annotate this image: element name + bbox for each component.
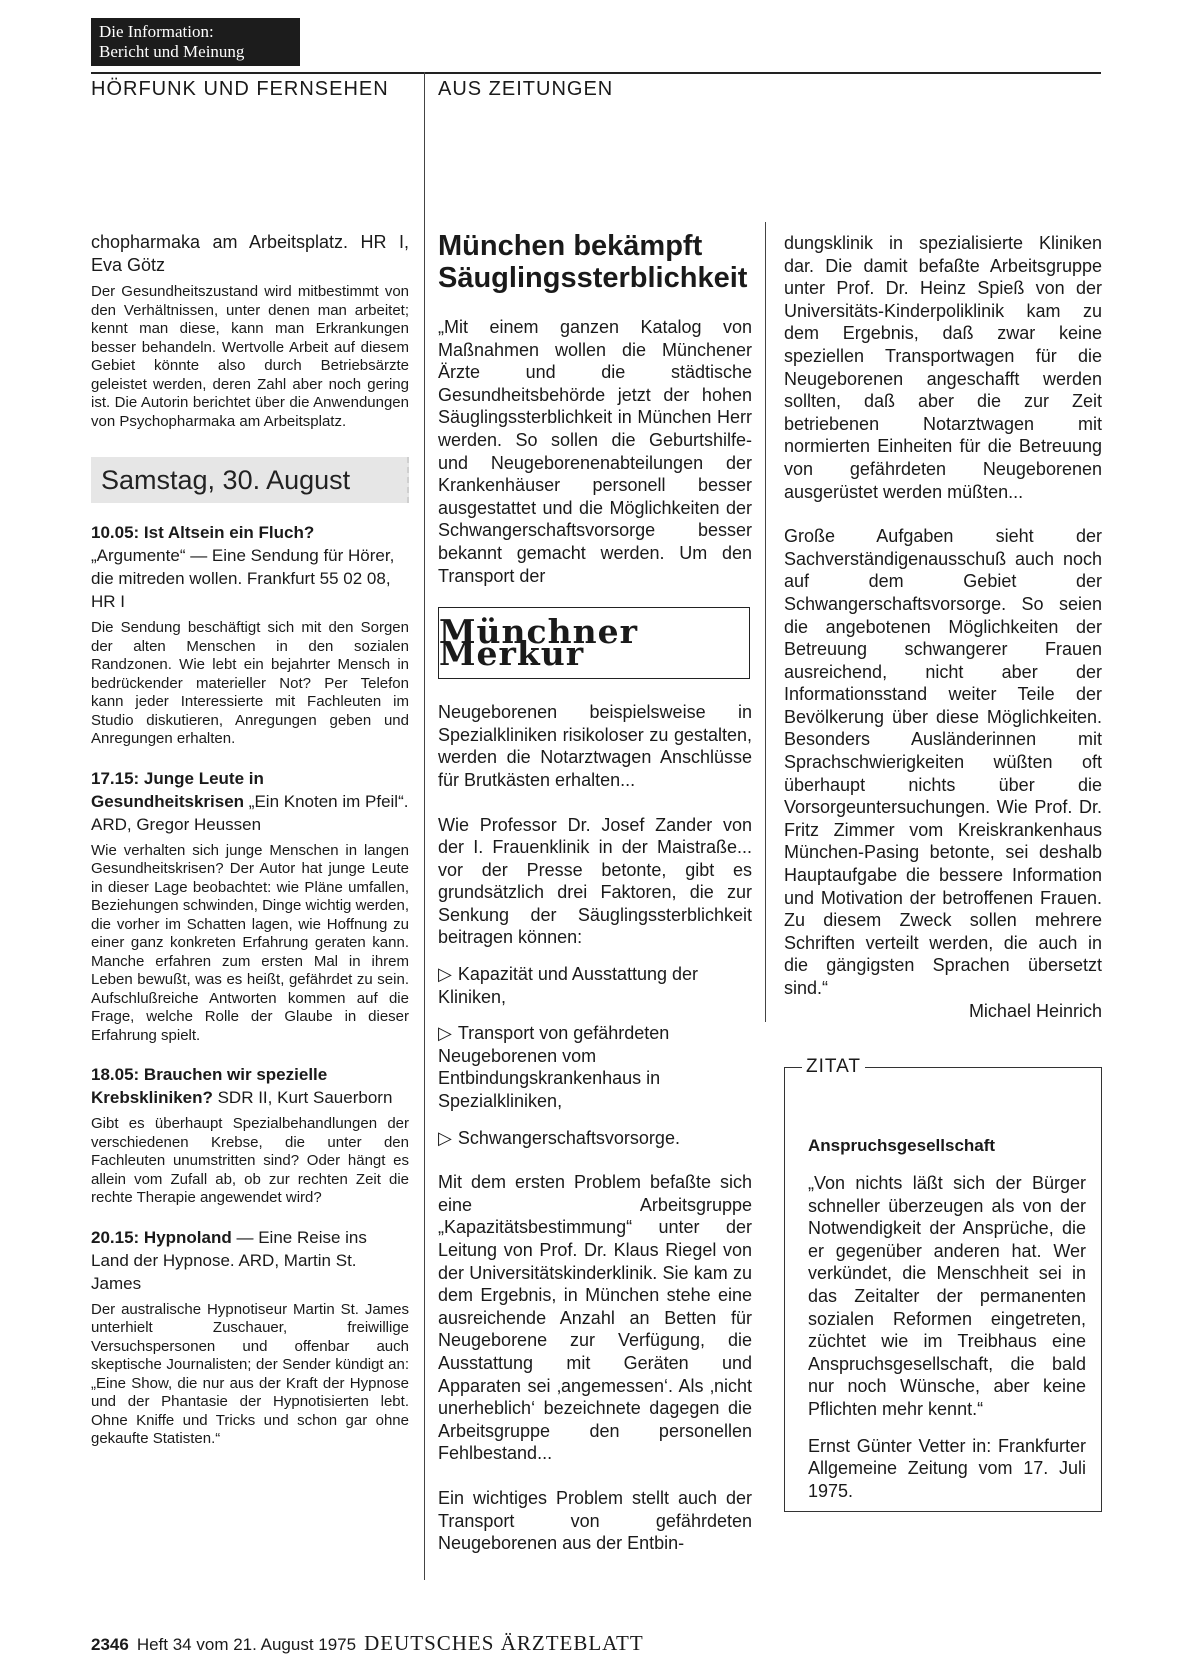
program-description: Die Sendung beschäftigt sich mit den Sorgen der alten Menschen in den sozialen Randzonen. Wie lebt ein bejahrter Mensch in bedrückender materieller Not? Per Telefon kann jeder Interessierte mit Fachleuten im Studio diskutieren, Anregungen geben und Anregungen erhalten. xyxy=(91,619,409,747)
top-rule xyxy=(91,72,1101,74)
article-headline: München bekämpft Säuglingssterblichkeit xyxy=(438,230,748,294)
arrow-icon: ▷ xyxy=(438,964,452,985)
quote-source: Ernst Günter Vetter in: Frankfurter Allgemeine Zeitung vom 17. Juli 1975. xyxy=(808,1435,1086,1501)
program-entry-title xyxy=(91,521,409,613)
program-details: „Ein Knoten im Pfeil“. ARD, Gregor Heussen xyxy=(91,791,409,834)
intro-text: Der Gesundheitszustand wird mitbestimmt von den Verhältnissen, unter denen man arbeitet; kennt man diese, kann man Erkrankungen besser behandeln. Wertvolle Arbeit auf diesem Gebiet könnte also durch Betriebsärzte geleistet werden, deren Zahl aber noch gering ist. Die Autorin berichtet über die Anwendungen von Psychopharmaka am Arbeitsplatz. xyxy=(91,283,409,430)
page-footer xyxy=(91,1631,644,1656)
program-time-title: 18.05: Brauchen wir spezielle Krebskliniken? xyxy=(91,1065,328,1107)
arrow-icon: ▷ xyxy=(438,1023,452,1044)
program-details: — Eine Reise ins Land der Hypnose. ARD, Martin St. James xyxy=(91,1227,367,1293)
issue-info: Heft 34 vom 21. August 1975 xyxy=(136,1635,357,1654)
rubric-line-2: Bericht und Meinung xyxy=(99,42,245,61)
list-item xyxy=(438,1022,752,1112)
journal-name: DEUTSCHES ÄRZTEBLATT xyxy=(364,1631,644,1655)
program-description: Wie verhalten sich junge Menschen in langen Gesundheitskrisen? Der Autor hat junge Leute in dieser Lage beobachtet: wie Pläne umfallen, Beziehungen schwinden, Dinge wichtig werden, die vorher im Schatten lagen, wie Hoffnung zu einer ganz konkreten Erfahrung geraten kann. Manche erfahren zum ersten Mal in ihrem Leben bewußt, was es heißt, gefährdet zu sein. Aufschlußreiche Antworten kommen auf die Frage, welche Rolle der Glaube in dieser Erfahrung spielt. xyxy=(91,841,409,1044)
list-item-text: Schwangerschaftsvorsorge. xyxy=(457,1127,680,1148)
program-description: Gibt es überhaupt Spezialbehandlungen der verschiedenen Krebse, die unter den Fachleuten unumstritten sind? Oder hängt es allein vom Zufall ab, ob zur rechten Zeit die rechte Therapie angewendet wird? xyxy=(91,1115,409,1206)
column-radio-tv xyxy=(91,231,409,1449)
list-item xyxy=(438,1127,752,1150)
day-banner: Samstag, 30. August xyxy=(91,457,409,503)
quote-text: „Von nichts läßt sich der Bürger schneller überzeugen als von der Notwendigkeit der Ansprüche, die er gegenüber anderen hat. Wer verkündet, die Menschheit sei in das Zeitalter der permanenten sozialen Reformen eingetreten, züchtet wie im Treibhaus eine Anspruchsgesellschaft, die bald nur noch Wünsche, aber keine Pflichten mehr kennt.“ xyxy=(808,1173,1086,1419)
program-details: „Argumente“ — Eine Sendung für Hörer, die mitreden wollen. Frankfurt 55 02 08, HR I xyxy=(91,546,395,611)
program-time-title: 10.05: Ist Altsein ein Fluch? xyxy=(91,523,315,542)
page-number: 2346 xyxy=(91,1635,129,1654)
intro-line: chopharmaka am Arbeitsplatz. HR I, Eva Götz xyxy=(91,232,409,275)
program-description: Der australische Hypnotiseur Martin St. James unterhielt Zuschauer, freiwillige Versuchspersonen und offenbar auch skeptische Journalisten; der Sender kündigt an: „Eine Show, die nur aus der Kraft der Hypnose und der Phantasie der Hypnotisierten lebt. Ohne Kniffe und Tricks und schon gar ohne gekaufte Statisten.“ xyxy=(91,1300,409,1447)
article-paragraph: Große Aufgaben sieht der Sachverständigenausschuß auch noch auf dem Gebiet der Schwangerschaftsvorsorge. So seien die angebotenen Möglichkeiten der Betreuung schwangerer Frauen ausreichend, nicht aber der Informationsstand weiter Teile der Bevölkerung über diese Möglichkeiten. Besonders Ausländerinnen mit Sprachschwierigkeiten wüßten oft überhaupt nichts über die Vorsorgeuntersuchungen. Wie Prof. Dr. Fritz Zimmer vom Kreiskrankenhaus München-Pasing betonte, sei deshalb Hauptaufgabe die bessere Information und Motivation der betroffenen Frauen. Zu diesem Zweck sollen mehrere Schriften verteilt werden, die auch in die gängigsten Sprachen übersetzt sind.“ xyxy=(784,526,1102,998)
article-paragraph: Wie Professor Dr. Josef Zander von der I. Frauenklinik in der Maistraße... vor der Presse betonte, gibt es grundsätzlich drei Faktoren, die zur Senkung der Säuglingssterblichkeit beitragen können: xyxy=(438,814,752,948)
article-paragraph: Neugeborenen beispielsweise in Spezialkliniken risikoloser zu gestalten, werden die Notarztwagen Anschlüsse für Brutkästen erhalten... xyxy=(438,702,752,790)
rubric-badge xyxy=(91,18,300,66)
rubric-line-1: Die Information: xyxy=(99,22,214,41)
column-article-continued xyxy=(784,232,1102,1022)
program-time-title: 17.15: Junge Leute in Gesundheitskrisen xyxy=(91,768,264,811)
program-entry-title xyxy=(91,1226,409,1295)
list-item-text: Transport von gefährdeten Neugeborenen vom Entbindungskrankenhaus in Spezialkliniken, xyxy=(438,1023,670,1112)
program-entry-title xyxy=(91,767,409,836)
arrow-icon: ▷ xyxy=(438,1127,452,1148)
newspaper-masthead-logo: Münchner Merkur xyxy=(438,607,750,679)
article-paragraph: Mit dem ersten Problem befaßte sich eine Arbeitsgruppe „Kapazitätsbestimmung“ unter der Leitung von Prof. Dr. Klaus Riegel von der Universitätskinderklinik. Sie kam zu dem Ergebnis, in München stehe eine ausreichende Anzahl an Betten für Neugeborene zur Verfügung, die Ausstattung mit Geräten und Apparaten sei ‚angemessen‘. Als ‚nicht unerheblich‘ bezeichnete dagegen die Arbeitsgruppe den personellen Fehlbestand... xyxy=(438,1172,752,1464)
column-article xyxy=(438,230,752,1555)
list-item xyxy=(438,963,752,1008)
list-item-text: Kapazität und Ausstattung der Kliniken, xyxy=(438,964,699,1007)
article-paragraph: dungsklinik in spezialisierte Kliniken dar. Die damit befaßte Arbeitsgruppe unter Prof. Dr. Heinz Spieß von der Universitäts-Kinderpoliklinik kam zu dem Ergebnis, daß zwar keine speziellen Transportwagen für die Neugeborenen angeschafft werden sollten, daß aber die zur Zeit betriebenen Notarztwagen mit normierten Einheiten für die Betreuung von gefährdeten Neugeborenen ausgerüstet werden müßten... xyxy=(784,233,1102,502)
quote-label: ZITAT xyxy=(802,1056,865,1078)
program-details: SDR II, Kurt Sauerborn xyxy=(212,1088,393,1107)
program-time-title: 20.15: Hypnoland xyxy=(91,1227,232,1247)
column-divider-2 xyxy=(765,222,766,1022)
section-heading-radio-tv: HÖRFUNK UND FERNSEHEN xyxy=(91,78,389,100)
quote-title: Anspruchsgesellschaft xyxy=(808,1136,996,1155)
section-heading-newspapers: AUS ZEITUNGEN xyxy=(438,78,614,100)
article-author: Michael Heinrich xyxy=(968,1000,1102,1021)
column-divider-1 xyxy=(424,72,425,1580)
program-entry-title xyxy=(91,1063,409,1109)
article-paragraph: Ein wichtiges Problem stellt auch der Transport von gefährdeten Neugeborenen aus der Entbin- xyxy=(438,1487,752,1554)
quote-content xyxy=(808,1136,1086,1502)
article-paragraph: „Mit einem ganzen Katalog von Maßnahmen wollen die Münchener Ärzte und die städtische Gesundheitsbehörde jetzt der hohen Säuglingssterblichkeit in München Herr werden. So sollen die Geburtshilfe- und Neugeborenenabteilungen der Krankenhäuser personell besser ausgestattet und die Möglichkeiten der Schwangerschaftsvorsorge besser bekannt gemacht werden. Um den Transport der xyxy=(438,317,752,586)
